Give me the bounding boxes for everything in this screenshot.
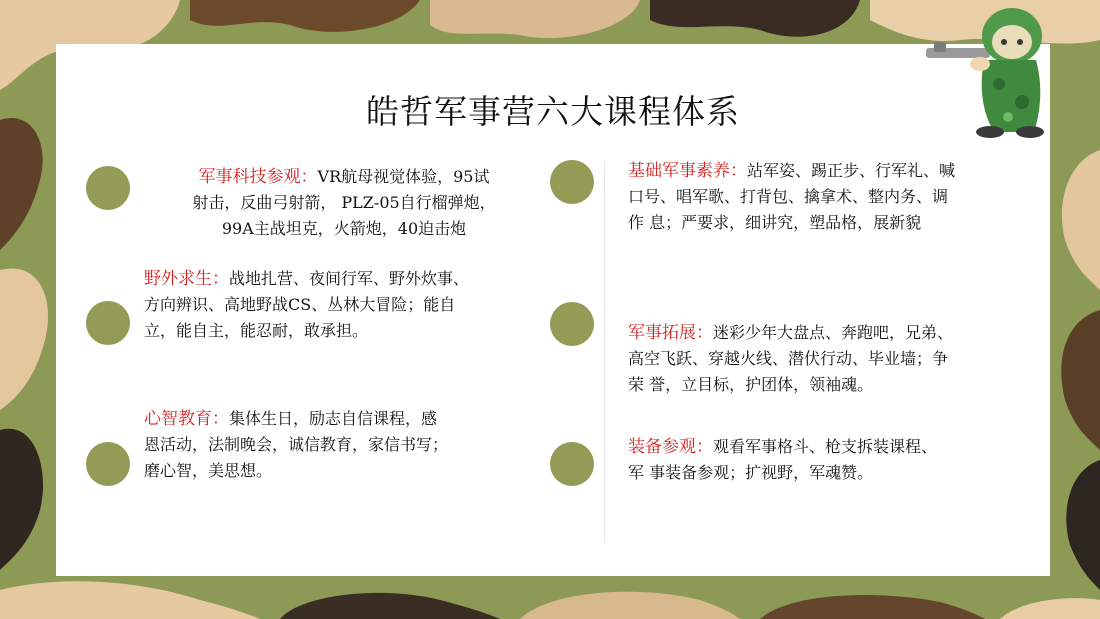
course-text-line: 99A主战坦克，火箭炮，40迫击炮: [221, 219, 467, 238]
course-text-line: VR航母视觉体验，95试: [317, 167, 490, 186]
course-text-line: 口号、唱军歌、打背包、擒拿术、整内务、调: [628, 187, 949, 206]
course-heading: 军事拓展：: [628, 323, 713, 343]
course-military-expansion: [628, 320, 1028, 398]
course-basic-military: [628, 158, 1028, 236]
bullet-dot: [86, 301, 130, 345]
column-divider: [604, 162, 605, 542]
course-text-line: 迷彩少年大盘点、奔跑吧，兄弟、: [713, 323, 954, 342]
bullet-dot: [550, 160, 594, 204]
bullet-dot: [86, 166, 130, 210]
course-military-tech: [144, 164, 544, 242]
course-equipment-visit: [628, 434, 1028, 486]
bullet-dot: [550, 302, 594, 346]
course-wild-survival: [144, 266, 544, 344]
course-text-line: 磨心智，美思想。: [144, 461, 273, 480]
course-text-line: 军 事装备参观；扩视野，军魂赞。: [628, 463, 874, 482]
course-text-line: 立，能自主，能忍耐，敢承担。: [144, 321, 369, 340]
course-text-line: 荣 誉，立目标，护团体，领袖魂。: [628, 375, 874, 394]
course-text-line: 观看军事格斗、枪支拆装课程、: [713, 437, 938, 456]
course-mind-education: [144, 406, 544, 484]
bullet-dot: [86, 442, 130, 486]
course-heading: 军事科技参观：: [198, 167, 318, 187]
course-heading: 装备参观：: [628, 437, 713, 457]
course-text-line: 作 息；严要求，细讲究，塑品格，展新貌: [628, 213, 922, 232]
bullet-dot: [550, 442, 594, 486]
course-text-line: 射击，反曲弓射箭， PLZ-05自行榴弹炮，: [192, 193, 496, 212]
course-heading: 心智教育：: [144, 409, 229, 429]
course-text-line: 集体生日，励志自信课程，感: [229, 409, 438, 428]
content-card: [56, 44, 1050, 576]
course-heading: 野外求生：: [144, 269, 229, 289]
course-text-line: 战地扎营、夜间行军、野外炊事、: [229, 269, 470, 288]
course-heading: 基础军事素养：: [628, 161, 747, 181]
course-text-line: 恩活动，法制晚会，诚信教育，家信书写；: [144, 435, 449, 454]
course-text-line: 高空飞跃、穿越火线、潜伏行动、毕业墙；争: [628, 349, 949, 368]
camouflage-soldier-icon: [924, 2, 1054, 138]
page-title: 皓哲军事营六大课程体系: [366, 92, 740, 131]
course-text-line: 方向辨识、高地野战CS、丛林大冒险；能自: [144, 295, 456, 314]
course-text-line: 站军姿、踢正步、行军礼、喊: [747, 161, 956, 180]
